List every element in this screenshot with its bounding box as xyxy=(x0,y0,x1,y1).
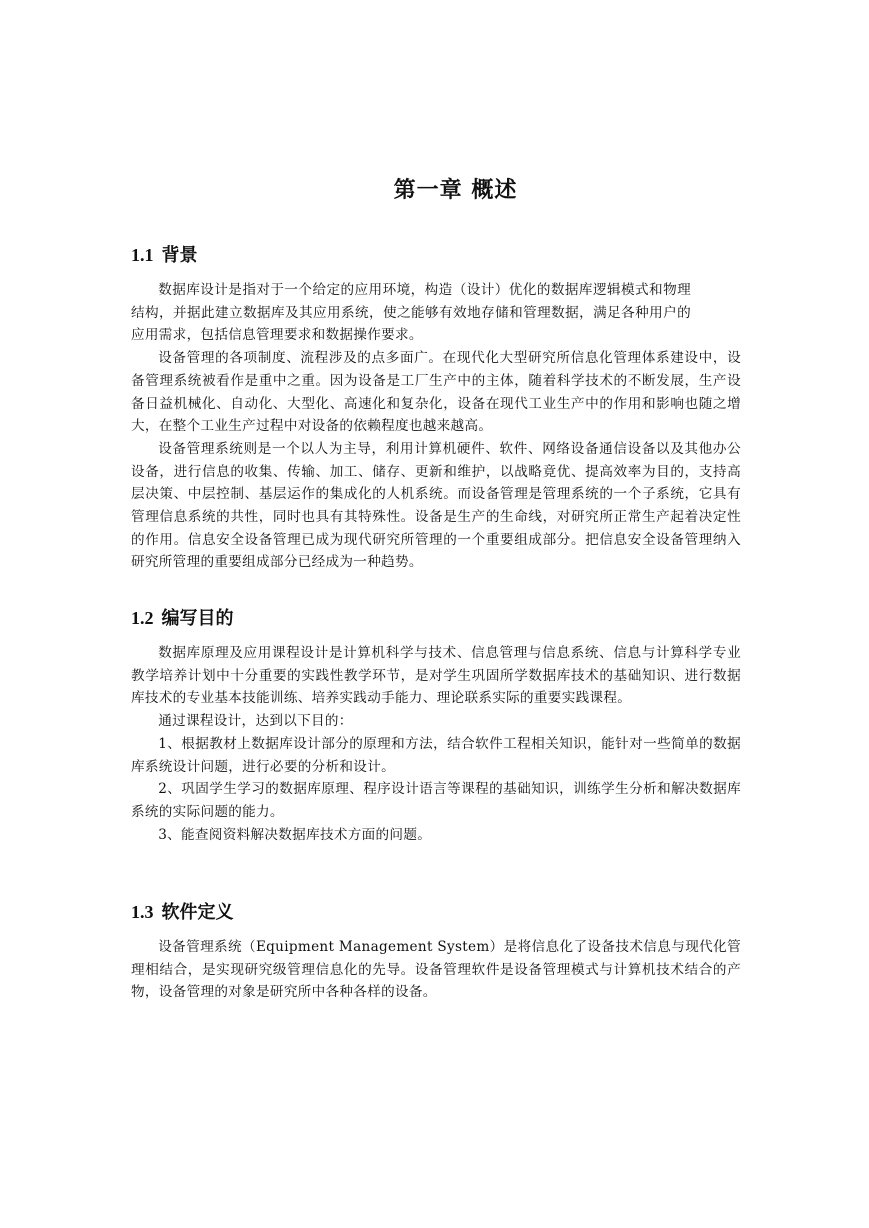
chapter-title: 第一章 概述 xyxy=(393,178,518,203)
list-item: 2、巩固学生学习的数据库原理、程序设计语言等课程的基础知识，训练学生分析和解决数据库系统的实际问题的能力。 xyxy=(131,781,741,820)
paragraph: 设备管理的各项制度、流程涉及的点多面广。在现代化大型研究所信息化管理体系建设中，设备管理系统被看作是重中之重。因为设备是工厂生产中的主体，随着科学技术的不断发展，生产设备日益机械化、自动化、大型化、高速化和复杂化，设备在现代工业生产中的作用和影响也随之增大，在整个工业生产过程中对设备的依赖程度也越来越高。 xyxy=(131,350,741,435)
section-heading xyxy=(131,242,741,269)
paragraph: 数据库原理及应用课程设计是计算机科学与技术、信息管理与信息系统、信息与计算科学专业教学培养计划中十分重要的实践性教学环节，是对学生巩固所学数据库技术的基础知识、进行数据库技术的专业基本技能训练、培养实践动手能力、理论联系实际的重要实践课程。 xyxy=(131,645,741,707)
list-item: 1、根据教材上数据库设计部分的原理和方法，结合软件工程相关知识，能针对一些简单的数据库系统设计问题，进行必要的分析和设计。 xyxy=(131,735,741,775)
section-title: 背景 xyxy=(161,245,198,266)
section-title: 编写目的 xyxy=(161,608,234,629)
paragraph: 数据库设计是指对于一个给定的应用环境，构造（设计）优化的数据库逻辑模式和物理结构，并据此建立数据库及其应用系统，使之能够有效地存储和管理数据，满足各种用户的应用需求，包括信息管理要求和数据操作要求。 xyxy=(131,282,691,344)
section-purpose xyxy=(131,605,741,846)
section-title: 软件定义 xyxy=(161,902,234,923)
section-number: 1.1 xyxy=(131,245,154,265)
section-definition xyxy=(131,899,741,1004)
paragraph: 设备管理系统（Equipment Management System）是将信息化了设备技术信息与现代化管理相结合，是实现研究级管理信息化的先导。设备管理软件是设备管理模式与计算机技术结合的产物，设备管理的对象是研究所中各种各样的设备。 xyxy=(131,939,741,1001)
section-number: 1.3 xyxy=(131,902,154,922)
section-heading xyxy=(131,605,741,632)
list-item: 3、能查阅资料解决数据库技术方面的问题。 xyxy=(158,826,432,843)
section-number: 1.2 xyxy=(131,608,154,628)
section-heading xyxy=(131,899,741,926)
paragraph: 通过课程设计，达到以下目的： xyxy=(158,713,353,730)
paragraph: 设备管理系统则是一个以人为主导，利用计算机硬件、软件、网络设备通信设备以及其他办公设备，进行信息的收集、传输、加工、储存、更新和维护，以战略竟优、提高效率为目的，支持高层决策、中层控制、基层运作的集成化的人机系统。而设备管理是管理系统的一个子系统，它具有管理信息系统的共性，同时也具有其特殊性。设备是生产的生命线，对研究所正常生产起着决定性的作用。信息安全设备管理已成为现代研究所管理的一个重要组成部分。把信息安全设备管理纳入研究所管理的重要组成部分已经成为一种趋势。 xyxy=(131,440,741,571)
section-background xyxy=(131,242,741,574)
